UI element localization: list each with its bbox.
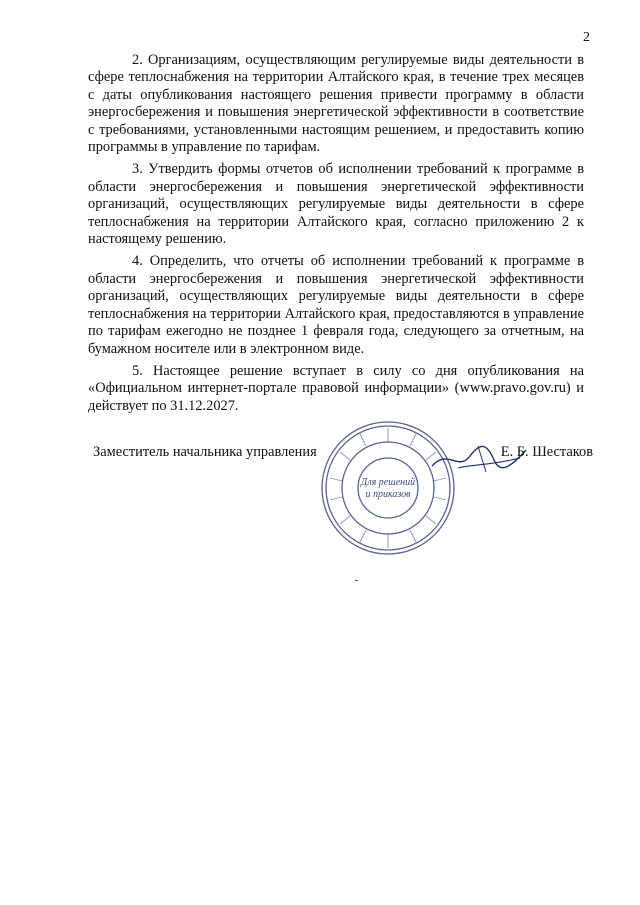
signatory-position: Заместитель начальника управления — [93, 444, 317, 460]
paragraph-4: 4. Определить, что отчеты об исполнении требований к программе в области энергосбережения и повышения энергетической эффективности организаций, осуществляющих регулируемые виды деятельности в сфере теплоснабжения на территории Алтайского края, предоставляются в управление по тарифам ежегодно не позднее 1 февраля года, следующего за отчетным, на бумажном носителе или в электронном виде. — [88, 253, 584, 357]
signature-block — [88, 418, 598, 558]
document-body — [88, 52, 584, 420]
paragraph-3: 3. Утвердить формы отчетов об исполнении требований к программе в области энергосбережения и повышения энергетической эффективности организаций, осуществляющих регулируемые виды деятельности в сфере теплоснабжения на территории Алтайского края, согласно приложению 2 к настоящему решению. — [88, 161, 584, 248]
scan-speck — [355, 580, 358, 581]
signatory-name: Е. Б. Шестаков — [500, 444, 593, 460]
stamp-text-line1: Для решений — [360, 477, 416, 488]
paragraph-5: 5. Настоящее решение вступает в силу со дня опубликования на «Официальном интернет-портале правовой информации» (www.pravo.gov.ru) и действует по 31.12.2027. — [88, 362, 584, 414]
page-number: 2 — [583, 30, 590, 45]
stamp-text-line2: и приказов — [365, 489, 411, 500]
paragraph-2: 2. Организациям, осуществляющим регулируемые виды деятельности в сфере теплоснабжения на территории Алтайского края, в течение трех месяцев с даты опубликования настоящего решения привести программу в области энергосбережения и повышения энергетической эффективности в соответствие с требованиями, установленными настоящим решением, и предоставить копию программы в управление по тарифам. — [88, 52, 584, 156]
